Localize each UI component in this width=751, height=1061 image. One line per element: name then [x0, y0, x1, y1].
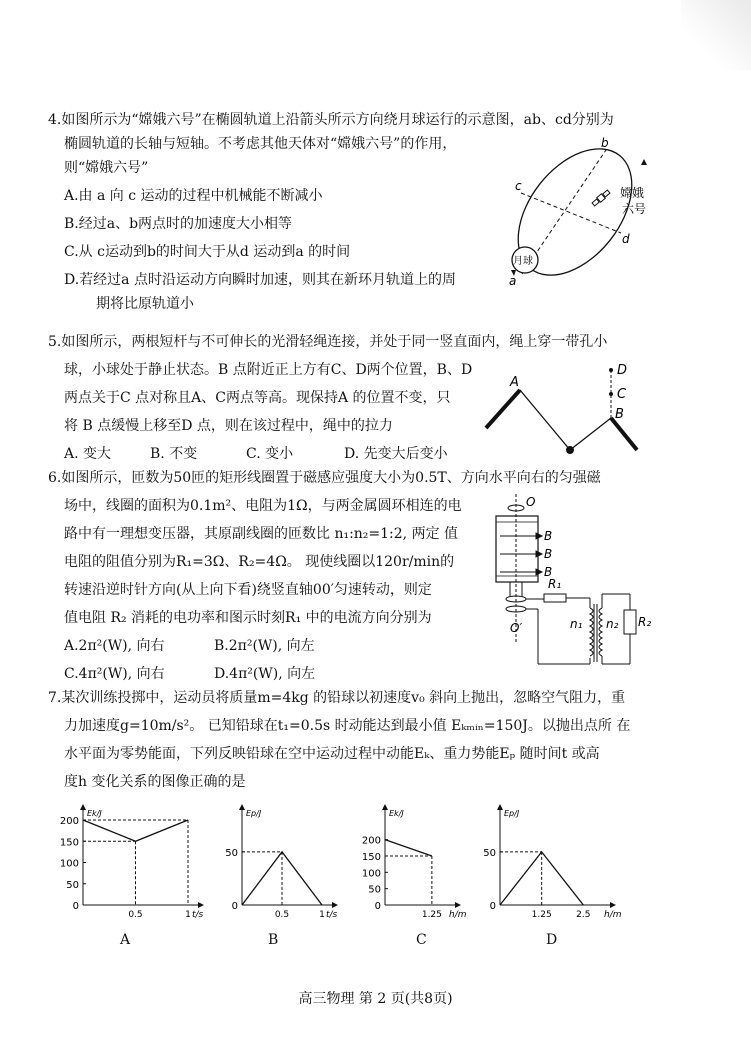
q4-line3: 则“嫦娥六号”: [64, 160, 149, 176]
craft-label-1: 嫦娥: [620, 186, 645, 200]
q5-option-c: C. 变小: [246, 446, 294, 462]
point-A: A: [510, 375, 519, 390]
point-B: B: [615, 407, 624, 422]
x-tick-label: 1: [185, 910, 191, 920]
y-tick-label: 150: [361, 851, 381, 863]
y-axis-arrow: [382, 804, 388, 810]
x-axis-arrow: [198, 902, 204, 908]
series-line: [385, 840, 432, 856]
graph-a-label: A: [120, 932, 131, 948]
q5-line2: 球，小球处于静止状态。B 点附近正上方有C、D两个位置，B、D: [64, 362, 473, 378]
y-axis-label: Ep/J: [246, 809, 262, 818]
q4-option-d-line1: D.若经过a 点时沿运动方向瞬时加速，则其在新环月轨道上的周: [64, 272, 456, 288]
point-b: b: [601, 136, 609, 150]
q6-line4: 电阻的阻值分别为R₁=3Ω、R₂=4Ω。 现使线圈以120r/min的: [64, 554, 455, 570]
resistor-R1: R₁: [548, 577, 562, 591]
y-axis-label: Ek/J: [389, 809, 404, 818]
q6-line6: 值电阻 R₂ 消耗的电功率和图示时刻R₁ 中的电流方向分别为: [64, 610, 432, 626]
q5-option-b: B. 不变: [150, 446, 198, 462]
coil-n1: n₁: [570, 617, 583, 631]
y-tick-label: 50: [66, 879, 79, 891]
x-axis-label: h/m: [449, 910, 467, 920]
q5-option-a: A. 变大: [64, 446, 112, 462]
page-shadow: [681, 0, 751, 70]
craft-label-2: 六号: [622, 202, 647, 216]
x-axis-label: t/s: [192, 910, 204, 920]
y-axis-label: Ep/J: [504, 809, 520, 818]
q5-rope-figure: [480, 360, 660, 460]
point-a: a: [509, 274, 517, 288]
x-tick-label: 2.5: [576, 910, 591, 920]
q5-line4: 将 B 点缓慢上移至D 点，则在该过程中，绳中的拉力: [64, 418, 393, 434]
field-B3: B: [544, 565, 553, 579]
coil-n2: n₂: [606, 617, 619, 631]
graph-c-label: C: [416, 932, 427, 948]
y-tick-label: 50: [225, 847, 238, 859]
point-d: d: [622, 232, 630, 246]
x-axis-label: t/s: [326, 910, 338, 920]
page-footer: 高三物理 第 2 页(共8页): [298, 991, 453, 1007]
q4-orbit-figure: [495, 135, 665, 290]
q7-graph-c: [355, 802, 470, 932]
x-tick-label: 1: [319, 910, 325, 920]
x-tick-label: 1.25: [421, 910, 442, 920]
y-tick-label: 50: [368, 884, 381, 896]
y-tick-label: 200: [59, 816, 79, 827]
x-axis-arrow: [455, 902, 461, 908]
point-D: D: [617, 363, 628, 378]
question-7: [48, 686, 708, 794]
q6-option-b: B.2π²(W), 向左: [214, 638, 315, 654]
x-axis-arrow: [610, 902, 616, 908]
x-tick-label: 1.25: [531, 910, 552, 920]
y-tick-label: 0: [489, 901, 496, 912]
q4-line2: 椭圆轨道的长轴与短轴。不考虑其他天体对“嫦娥六号”的作用，: [64, 136, 457, 152]
axis-O: O: [526, 495, 536, 509]
x-axis-label: h/m: [604, 910, 622, 920]
y-tick-label: 150: [59, 837, 79, 849]
q7-graph-a: [55, 802, 215, 932]
q6-line1: 6.如图所示，匝数为50匝的矩形线圈置于磁感应强度大小为0.5T、方向水平向右的匀强磁: [48, 470, 601, 486]
axis-O-prime: O′: [510, 621, 523, 635]
field-B2: B: [544, 547, 553, 561]
graph-b-label: B: [268, 932, 279, 948]
x-axis-arrow: [332, 902, 338, 908]
y-axis-arrow: [497, 804, 503, 810]
y-tick-label: 50: [483, 847, 496, 859]
q4-option-a: A.由 a 向 c 运动的过程中机械能不断减小: [64, 188, 323, 204]
q6-option-c: C.4π²(W), 向右: [64, 666, 165, 682]
resistor-R2: R₂: [638, 615, 652, 629]
q7-line3: 水平面为零势能面，下列反映铅球在空中运动过程中动能Eₖ、重力势能Eₚ 随时间t 或高: [64, 746, 600, 762]
q4-line1: 4.如图所示为“嫦娥六号”在椭圆轨道上沿箭头所示方向绕月球运行的示意图，ab、cd分别为: [48, 112, 614, 128]
x-tick-label: 0.5: [274, 910, 290, 920]
y-tick-label: 200: [361, 835, 381, 847]
y-tick-label: 0: [231, 901, 238, 912]
point-c: c: [515, 179, 522, 193]
q7-graph-d: [478, 802, 628, 932]
y-axis-arrow: [80, 804, 86, 810]
q4-option-c: C.从 c运动到b的时间大于从d 运动到a 的时间: [64, 244, 351, 260]
moon-label: 月球: [513, 256, 533, 267]
q6-coil-figure: [490, 492, 660, 674]
q7-graph-b: [220, 802, 340, 932]
y-tick-label: 0: [374, 901, 381, 912]
q6-line2: 场中，线圈的面积为0.1m²、电阻为1Ω，与两金属圆环相连的电: [64, 498, 462, 514]
q4-option-d-line2: 期将比原轨道小: [96, 296, 194, 312]
q5-line1: 5.如图所示，两根短杆与不可伸长的光滑轻绳连接，并处于同一竖直面内，绳上穿一带孔小: [48, 334, 608, 350]
y-tick-label: 100: [361, 868, 381, 880]
y-axis-label: Ek/J: [87, 809, 102, 818]
q6-line3: 路中有一理想变压器，其原副线圈的匝数比 n₁:n₂=1:2, 两定 值: [64, 526, 459, 542]
q6-line5: 转速沿逆时针方向(从上向下看)绕竖直轴00′匀速转动，则定: [64, 582, 432, 598]
q5-option-d: D. 先变大后变小: [344, 446, 448, 462]
q6-option-a: A.2π²(W), 向右: [64, 638, 165, 654]
q7-line1: 7.某次训练投掷中，运动员将质量m=4kg 的铅球以初速度v₀ 斜向上抛出，忽略空气阻力，重: [48, 690, 626, 706]
q7-line2: 力加速度g=10m/s²。 已知铅球在t₁=0.5s 时动能达到最小值 Eₖₘᵢₙ=150J。以抛出点所 在: [64, 718, 631, 734]
y-tick-label: 0: [72, 901, 79, 912]
q4-option-b: B.经过a、b两点时的加速度大小相等: [64, 216, 293, 232]
q7-line4: 度h 变化关系的图像正确的是: [64, 774, 246, 790]
y-tick-label: 100: [59, 858, 79, 870]
point-C: C: [617, 387, 627, 402]
y-axis-arrow: [239, 804, 245, 810]
x-tick-label: 0.5: [128, 910, 143, 920]
q5-line3: 两点关于C 点对称且A、C两点等高。现保持A 的位置不变，只: [64, 390, 451, 406]
q6-option-d: D.4π²(W), 向左: [214, 666, 316, 682]
graph-d-label: D: [546, 932, 558, 948]
series-line: [83, 820, 188, 841]
field-B1: B: [544, 529, 553, 543]
